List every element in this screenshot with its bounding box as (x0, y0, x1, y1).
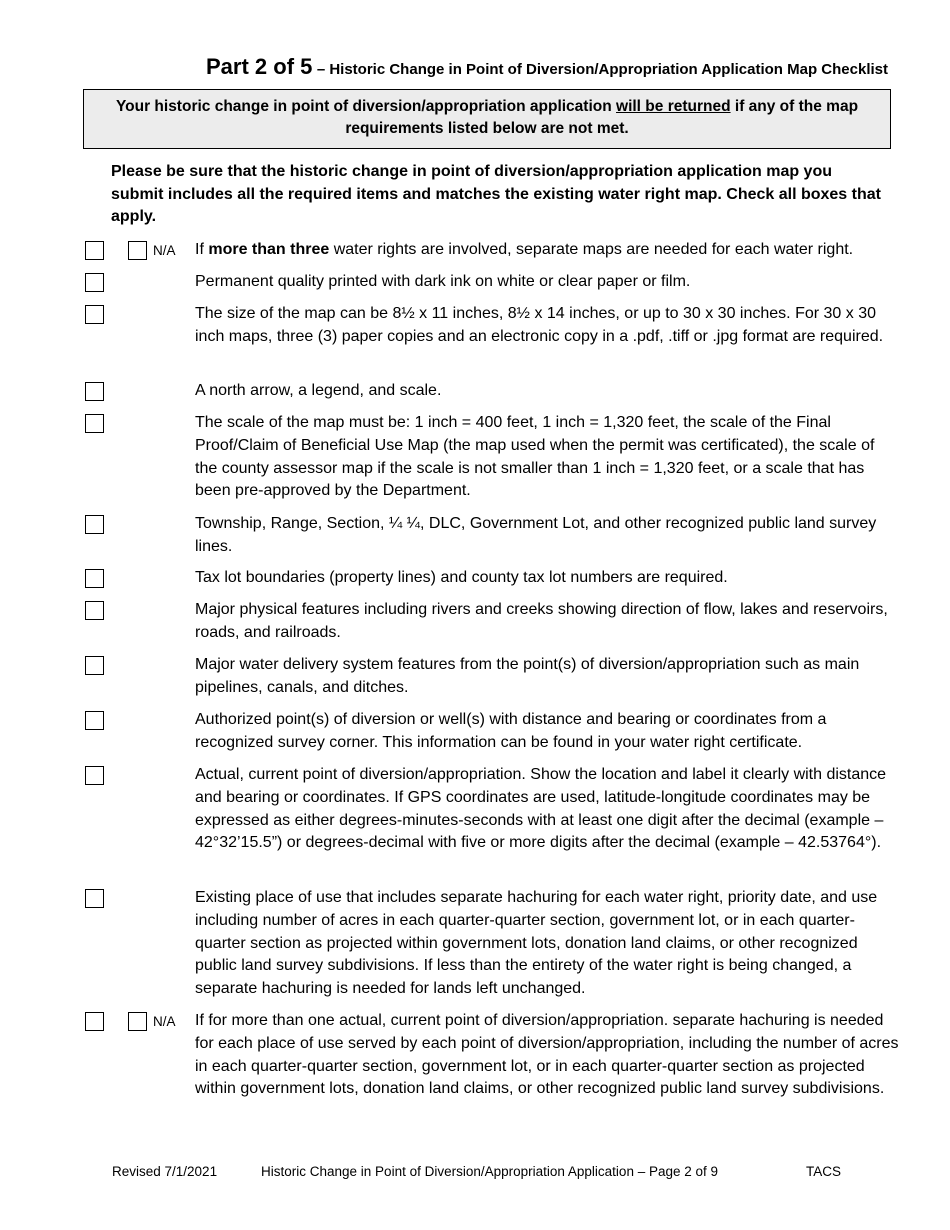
item-authorized-pod: Authorized point(s) of diversion or well(s) with distance and bearing or coordinates from a recognized survey corner. This information can be found in your water right certificate. (195, 711, 827, 751)
item-map-size: The size of the map can be 8½ x 11 inches, 8½ x 14 inches, or up to 30 x 30 inches. For 30 x 30 inch maps, three (3) paper copies and an electronic copy in a .pdf, .tiff or .jpg format are required. (195, 305, 884, 345)
checkbox-place-of-use[interactable] (85, 889, 104, 908)
item-physical-features: Major physical features including rivers and creeks showing direction of flow, lakes and reservoirs, roads, and railroads. (195, 601, 888, 641)
warning-text-post: if any of the map requirements listed below are not met. (345, 98, 859, 137)
item-print-quality: Permanent quality printed with dark ink on white or clear paper or film. (195, 273, 691, 290)
checkbox-actual-pod[interactable] (85, 766, 104, 785)
na-label: N/A (153, 1014, 176, 1029)
checkbox-physical-features[interactable] (85, 601, 104, 620)
item-delivery-system: Major water delivery system features from the point(s) of diversion/appropriation such as main pipelines, canals, and ditches. (195, 656, 860, 696)
item-text-bold: more than three (208, 241, 330, 258)
checkbox-north-arrow[interactable] (85, 382, 104, 401)
warning-text-pre: Your historic change in point of diversion/appropriation application (115, 98, 617, 115)
item-tax-lots: Tax lot boundaries (property lines) and county tax lot numbers are required. (195, 569, 728, 586)
footer-page-info: Historic Change in Point of Diversion/Appropriation Application – Page 2 of 9 (261, 1164, 719, 1179)
checkbox-map-scale[interactable] (85, 414, 104, 433)
checkbox-map-size[interactable] (85, 305, 104, 324)
checkbox-survey-lines[interactable] (85, 515, 104, 534)
checkbox-multiple-pods-na[interactable] (128, 1012, 147, 1031)
return-warning-box (83, 89, 891, 149)
warning-text-underlined: will be returned (616, 98, 731, 115)
na-label: N/A (153, 243, 176, 258)
footer-code: TACS (806, 1164, 842, 1179)
page-title (0, 54, 888, 80)
checkbox-authorized-pod[interactable] (85, 711, 104, 730)
item-place-of-use: Existing place of use that includes separate hachuring for each water right, priority date, and use including number of acres in each quarter-quarter section, government lot, or in each quarter-quarter section as projected within government lots, donation land claims, or other recognized public land survey subdivisions. If less than the entirety of the water right is being changed, a separate hachuring is needed for lands left unchanged. (195, 889, 878, 998)
checkbox-delivery-system[interactable] (85, 656, 104, 675)
footer-revised: Revised 7/1/2021 (112, 1164, 218, 1179)
item-text-pre: If (195, 241, 209, 258)
item-map-scale: The scale of the map must be: 1 inch = 400 feet, 1 inch = 1,320 feet, the scale of the Final Proof/Claim of Beneficial Use Map (the map used when the permit was certificated), the scale of the county assessor map if the scale is not smaller than 1 inch = 1,320 feet, or a scale that has been pre-approved by the Department. (195, 414, 875, 500)
checkbox-multiple-pods[interactable] (85, 1012, 104, 1031)
item-text-post: water rights are involved, separate maps are needed for each water right. (329, 241, 854, 258)
item-multiple-rights (195, 239, 900, 262)
title-subtitle: – Historic Change in Point of Diversion/Appropriation Application Map Checklist (316, 61, 888, 78)
checkbox-multiple-rights[interactable] (85, 241, 104, 260)
instructions: Please be sure that the historic change in point of diversion/appropriation application map you submit includes all the required items and matches the existing water right map. Check all boxes that apply. (111, 163, 881, 225)
part-label: Part 2 of 5 (206, 54, 313, 79)
item-survey-lines: Township, Range, Section, ¼ ¼, DLC, Government Lot, and other recognized public land survey lines. (195, 515, 877, 555)
checkbox-tax-lots[interactable] (85, 569, 104, 588)
item-actual-pod: Actual, current point of diversion/appropriation. Show the location and label it clearly with distance and bearing or coordinates. If GPS coordinates are used, latitude-longitude coordinates may be expressed as either degrees-minutes-seconds with at least one digit after the decimal (example – 42°32’15.5”) or degrees-decimal with five or more digits after the decimal (example – 42.53764°). (195, 766, 887, 852)
checkbox-print-quality[interactable] (85, 273, 104, 292)
item-multiple-pods: If for more than one actual, current point of diversion/appropriation. separate hachuring is needed for each place of use served by each point of diversion/appropriation, including the number of acres in each quarter-quarter section, government lot, or in each quarter-quarter section as projected within government lots, donation land claims, or other recognized public land survey subdivisions. (195, 1012, 899, 1098)
item-north-arrow: A north arrow, a legend, and scale. (195, 382, 442, 399)
checkbox-multiple-rights-na[interactable] (128, 241, 147, 260)
